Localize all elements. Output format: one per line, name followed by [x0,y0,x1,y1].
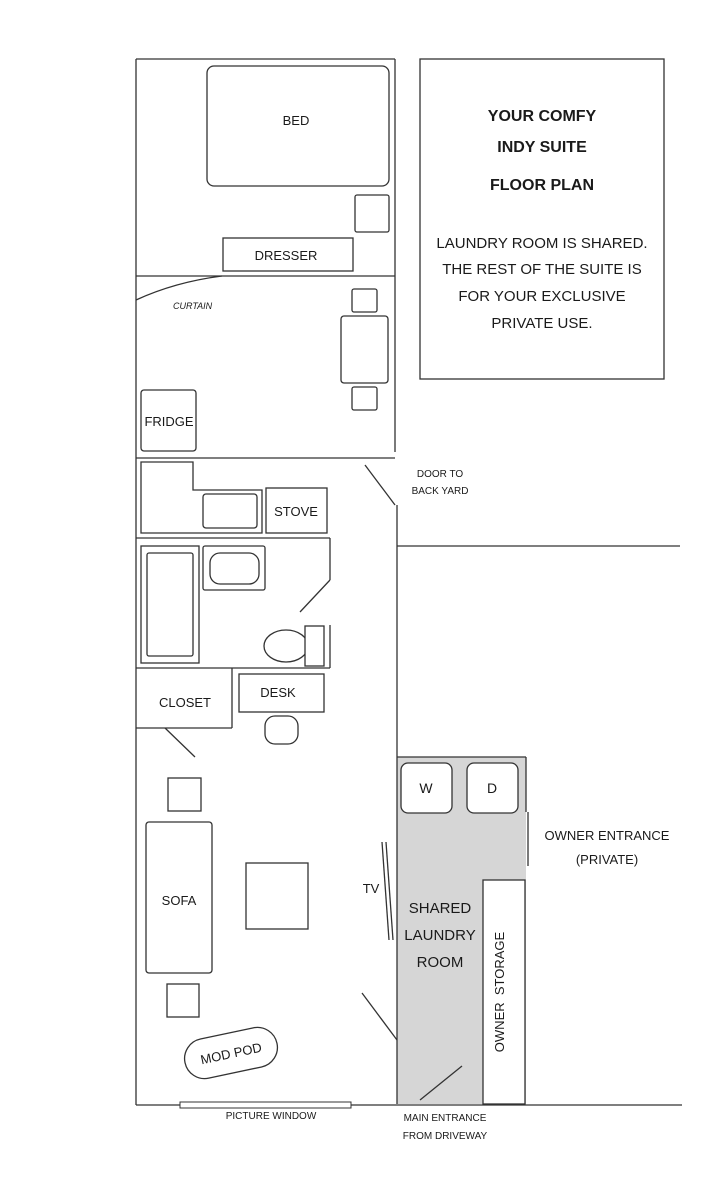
coffee-table [246,863,308,929]
mod-pod [181,1024,281,1083]
fridge-label: FRIDGE [144,414,194,429]
title-line-3: FLOOR PLAN [490,177,594,194]
bed-label: BED [282,113,310,128]
svg-text:MOD POD: MOD POD [199,1039,264,1068]
laundry-label-2: LAUNDRY [404,927,476,944]
title-line-1: YOUR COMFY [487,108,597,125]
door-back-yard-1: DOOR TO [416,469,464,480]
stove-label: STOVE [274,504,318,519]
door-back-yard-2: BACK YARD [411,486,469,497]
laundry-label-1: SHARED [408,900,472,917]
tv [382,842,393,940]
dining-table [341,316,388,383]
closet-label: CLOSET [158,695,212,710]
sofa-label: SOFA [161,893,197,908]
tv-label: TV [362,881,380,896]
toilet-bowl [264,630,308,662]
picture-window-label: PICTURE WINDOW [225,1111,317,1122]
note-line-4: PRIVATE USE. [491,315,593,332]
laundry-label-3: ROOM [416,954,464,971]
washer-label: W [419,780,433,796]
owner-entrance-1: OWNER ENTRANCE [544,828,670,843]
toilet-tank [305,626,324,666]
curtain-label: CURTAIN [173,301,213,311]
note-line-3: FOR YOUR EXCLUSIVE [458,288,626,305]
nightstand [355,195,389,232]
dryer-label: D [486,780,498,796]
picture-window [180,1102,351,1108]
title-line-2: INDY SUITE [497,139,587,156]
desk-chair [265,716,298,744]
owner-entrance-2: (PRIVATE) [575,852,639,867]
note-line-1: LAUNDRY ROOM IS SHARED. [436,235,648,252]
sink [203,494,257,528]
owner-storage-label: OWNER STORAGE [492,931,507,1053]
bathtub-inner [147,553,193,656]
chair-bottom [352,387,377,410]
end-table-bottom [167,984,199,1017]
dresser-label: DRESSER [254,248,318,263]
note-line-2: THE REST OF THE SUITE IS [442,261,642,278]
end-table-top [168,778,201,811]
bath-sink-basin [210,553,259,584]
main-entrance-2: FROM DRIVEWAY [402,1131,488,1142]
chair-top [352,289,377,312]
main-entrance-1: MAIN ENTRANCE [403,1113,487,1124]
desk-label: DESK [260,685,296,700]
